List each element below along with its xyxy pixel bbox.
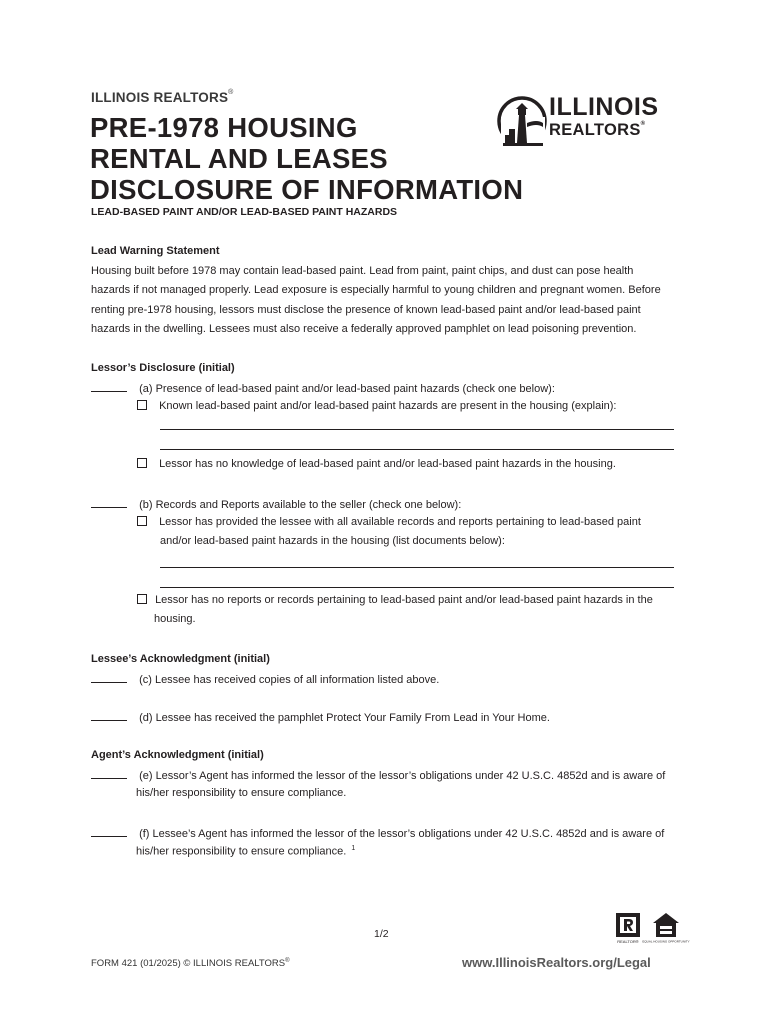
checkbox-a-known[interactable] — [137, 400, 147, 410]
option-b1-label: Lessor has provided the lessee with all available records and reports pertaining to lead-based paint — [159, 516, 641, 528]
item-d — [91, 710, 550, 724]
warning-line: hazards in the dwelling. Lessees must also receive a federally approved pamphlet on lead poisoning prevention. — [91, 322, 637, 335]
item-f-label-continued: his/her responsibility to ensure compliance. $^1$ — [136, 845, 356, 858]
warning-line: hazards if not managed properly. Lead exposure is especially harmful to young children and pregnant women. Before — [91, 284, 661, 297]
item-c — [91, 672, 439, 686]
warning-line: Housing built before 1978 may contain lead-based paint. Lead from paint, paint chips, and dust can pose health — [91, 265, 634, 277]
eho-caption: EQUAL HOUSING OPPORTUNITY — [642, 939, 690, 944]
initial-blank-e[interactable] — [91, 768, 127, 779]
initial-blank-a[interactable] — [91, 381, 127, 392]
item-e-label-continued: his/her responsibility to ensure compliance. — [136, 787, 347, 799]
realtor-r-icon — [615, 912, 643, 944]
logo-text-illinois: ILLINOIS — [549, 93, 659, 121]
logo-text-realtors: REALTORS® — [549, 121, 646, 139]
lessor-heading: Lessor’s Disclosure (initial) — [91, 362, 235, 374]
illinois-realtors-logo — [497, 93, 683, 153]
item-b-option-2 — [137, 594, 653, 606]
agent-heading: Agent’s Acknowledgment (initial) — [91, 749, 264, 761]
item-e-label: (e) Lessor’s Agent has informed the lessor of the lessor’s obligations under 42 U.S.C. 4852d and is aware of — [139, 770, 666, 782]
initial-blank-b[interactable] — [91, 497, 127, 508]
realtor-caption: REALTOR® — [617, 939, 639, 944]
warning-heading: Lead Warning Statement — [91, 245, 220, 257]
lessee-heading: Lessee’s Acknowledgment (initial) — [91, 653, 270, 665]
item-e — [91, 768, 665, 782]
documents-line-2[interactable] — [160, 587, 674, 588]
lighthouse-emblem-icon — [497, 93, 547, 153]
option-a1-label: Known lead-based paint and/or lead-based paint hazards are present in the housing (explain): — [159, 400, 617, 412]
page-number: 1/2 — [374, 928, 389, 940]
item-b-label: (b) Records and Reports available to the seller (check one below): — [139, 499, 462, 511]
footnote-marker: 1 — [351, 845, 356, 852]
initial-blank-f[interactable] — [91, 826, 127, 837]
option-b2-label: Lessor has no reports or records pertaining to lead-based paint and/or lead-based paint hazards in the — [155, 594, 653, 606]
item-a-label: (a) Presence of lead-based paint and/or lead-based paint hazards (check one below): — [139, 383, 555, 395]
title-line-2: RENTAL AND LEASES — [90, 143, 388, 174]
warning-paragraph — [91, 262, 691, 339]
item-f-label: (f) Lessee’s Agent has informed the lessor of the lessor’s obligations under 42 U.S.C. 4852d and is aware of — [139, 828, 665, 840]
item-b — [91, 497, 461, 511]
checkbox-a-no-knowledge[interactable] — [137, 458, 147, 468]
item-a-option-1 — [137, 400, 616, 412]
option-a2-label: Lessor has no knowledge of lead-based paint and/or lead-based paint hazards in the housing. — [159, 458, 616, 470]
title-line-3: DISCLOSURE OF INFORMATION — [90, 174, 524, 205]
initial-blank-d[interactable] — [91, 710, 127, 721]
document-title — [90, 112, 523, 205]
item-b-option-1 — [137, 516, 641, 528]
documents-line-1[interactable] — [160, 567, 674, 568]
document-subtitle: LEAD-BASED PAINT AND/OR LEAD-BASED PAINT HAZARDS — [91, 206, 398, 218]
warning-line: renting pre-1978 housing, lessors must disclose the presence of known lead-based paint and/or lead-based paint — [91, 303, 641, 316]
item-c-label: (c) Lessee has received copies of all information listed above. — [139, 674, 440, 686]
checkbox-b-no-reports[interactable] — [137, 594, 147, 604]
legal-url-link[interactable]: www.IllinoisRealtors.org/Legal — [462, 955, 651, 970]
item-a-option-2 — [137, 458, 616, 470]
title-line-1: PRE-1978 HOUSING — [90, 112, 358, 143]
brand-name: ILLINOIS REALTORS® — [91, 89, 234, 105]
checkbox-b-provided[interactable] — [137, 516, 147, 526]
option-b1-label-continued: and/or lead-based paint hazards in the housing (list documents below): — [160, 535, 505, 547]
item-d-label: (d) Lessee has received the pamphlet Protect Your Family From Lead in Your Home. — [139, 712, 550, 724]
item-a — [91, 381, 555, 395]
initial-blank-c[interactable] — [91, 672, 127, 683]
explain-line-1[interactable] — [160, 429, 674, 430]
explain-line-2[interactable] — [160, 449, 674, 450]
item-f — [91, 826, 664, 840]
equal-housing-icon — [642, 912, 690, 944]
option-b2-label-continued: housing. — [154, 613, 196, 625]
form-number: FORM 421 (01/2025) © ILLINOIS REALTORS® — [91, 958, 290, 969]
